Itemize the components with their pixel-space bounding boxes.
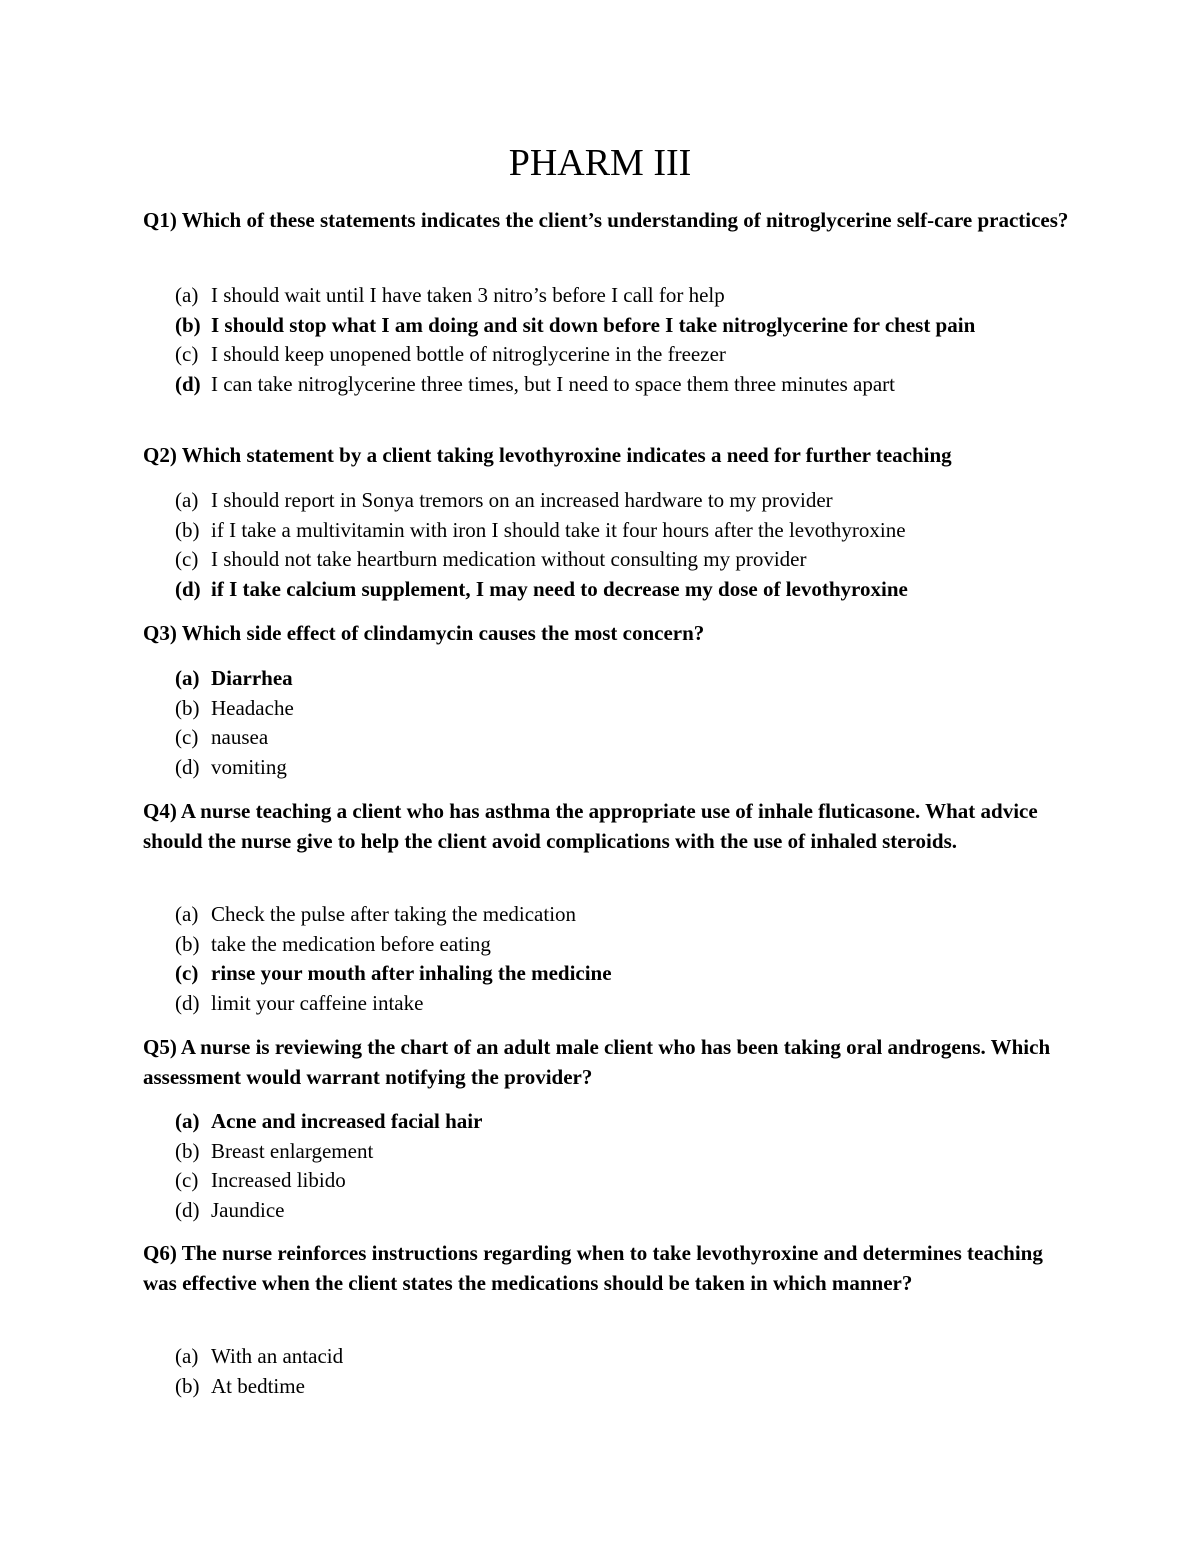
option-letter: (d) <box>175 371 201 396</box>
option-3d <box>175 753 1065 783</box>
option-4d <box>175 989 1065 1019</box>
question-3: Q3) Which side effect of clindamycin causes the most concern? <box>143 621 705 645</box>
question-2: Q2) Which statement by a client taking levothyroxine indicates a need for further teaching <box>143 443 952 467</box>
option-letter: (a) <box>175 488 199 512</box>
option-letter: (a) <box>175 1344 199 1368</box>
option-letter: (a) <box>175 283 199 307</box>
option-letter: (c) <box>175 961 199 985</box>
option-letter: (a) <box>175 902 199 926</box>
option-letter: (c) <box>175 1168 199 1192</box>
option-letter: (a) <box>175 666 200 690</box>
option-1d <box>175 370 1065 400</box>
question-3-options <box>175 664 1065 782</box>
option-text: I should stop what I am doing and sit down before I take nitroglycerine for chest pain <box>211 312 976 337</box>
option-letter: (b) <box>175 931 200 956</box>
option-text: I should wait until I have taken 3 nitro’s before I call for help <box>211 283 725 307</box>
option-3b <box>175 694 1065 724</box>
option-letter: (a) <box>175 1109 200 1133</box>
option-text: if I take calcium supplement, I may need to decrease my dose of levothyroxine <box>211 576 908 601</box>
option-2a <box>175 486 1065 516</box>
option-1a <box>175 281 1065 311</box>
option-1c <box>175 340 1065 370</box>
option-text: Acne and increased facial hair <box>211 1109 483 1133</box>
option-text: Jaundice <box>211 1197 285 1222</box>
option-text: Diarrhea <box>211 666 293 690</box>
option-5a-answer <box>175 1107 1065 1137</box>
option-letter: (d) <box>175 990 200 1015</box>
option-letter: (d) <box>175 576 201 601</box>
option-text: Breast enlargement <box>211 1138 374 1163</box>
option-5b <box>175 1137 1065 1167</box>
option-text: I should report in Sonya tremors on an increased hardware to my provider <box>211 488 833 512</box>
option-text: vomiting <box>211 754 287 779</box>
option-letter: (c) <box>175 725 199 749</box>
option-text: limit your caffeine intake <box>211 990 424 1015</box>
option-letter: (b) <box>175 517 200 542</box>
option-text: Headache <box>211 695 294 720</box>
option-letter: (b) <box>175 312 201 337</box>
option-text: take the medication before eating <box>211 931 491 956</box>
option-6b <box>175 1372 1065 1402</box>
option-4b <box>175 930 1065 960</box>
option-3a-answer <box>175 664 1065 694</box>
option-text: At bedtime <box>211 1373 305 1398</box>
option-6a <box>175 1342 1065 1372</box>
option-text: I should not take heartburn medication without consulting my provider <box>211 547 807 571</box>
option-4a <box>175 900 1065 930</box>
question-1-options <box>175 281 1065 399</box>
question-6: Q6) The nurse reinforces instructions regarding when to take levothyroxine and determines teaching was effective when the client states the medications should be taken in which manner? <box>143 1241 1043 1295</box>
option-letter: (b) <box>175 695 200 720</box>
question-1: Q1) Which of these statements indicates the client’s understanding of nitroglycerine self-care practices? <box>143 208 1069 232</box>
option-text: Check the pulse after taking the medication <box>211 902 577 926</box>
option-text: nausea <box>211 725 269 749</box>
option-text: if I take a multivitamin with iron I should take it four hours after the levothyroxine <box>211 517 906 542</box>
option-letter: (d) <box>175 1197 200 1222</box>
option-5c <box>175 1166 1065 1196</box>
option-letter: (c) <box>175 547 199 571</box>
option-letter: (c) <box>175 342 199 366</box>
option-text: I should keep unopened bottle of nitroglycerine in the freezer <box>211 342 726 366</box>
option-2c <box>175 545 1065 575</box>
option-letter: (b) <box>175 1373 200 1398</box>
question-2-options <box>175 486 1065 604</box>
question-5-options <box>175 1107 1065 1225</box>
question-4-options <box>175 900 1065 1018</box>
page-title: PHARM III <box>508 142 692 184</box>
option-5d <box>175 1196 1065 1226</box>
option-text: rinse your mouth after inhaling the medicine <box>211 961 612 985</box>
question-5: Q5) A nurse is reviewing the chart of an adult male client who has been taking oral androgens. Which assessment would warrant notifying the provider? <box>143 1035 1051 1089</box>
option-text: Increased libido <box>211 1168 346 1192</box>
option-1b-answer <box>175 311 1065 341</box>
option-letter: (d) <box>175 754 200 779</box>
option-2d-answer <box>175 575 1065 605</box>
option-text: I can take nitroglycerine three times, but I need to space them three minutes apart <box>211 371 895 396</box>
option-4c-answer <box>175 959 1065 989</box>
option-letter: (b) <box>175 1138 200 1163</box>
option-2b <box>175 516 1065 546</box>
option-text: With an antacid <box>211 1344 344 1368</box>
question-4: Q4) A nurse teaching a client who has asthma the appropriate use of inhale fluticasone. What advice should the nurse give to help the client avoid complications with the use of inhaled steroids. <box>143 799 1038 853</box>
option-3c <box>175 723 1065 753</box>
question-6-options <box>175 1342 1065 1401</box>
